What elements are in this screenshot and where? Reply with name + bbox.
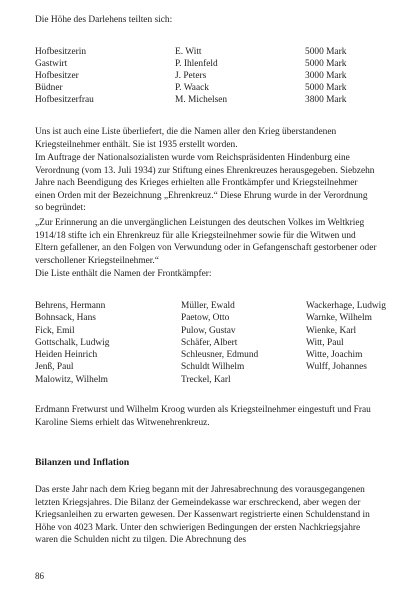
list-item: Jenß, Paul xyxy=(35,362,74,373)
lender-amount: 5000 Mark xyxy=(305,47,347,57)
paragraph-classified: Erdmann Fretwurst und Wilhelm Kroog wurden als Kriegsteilnehmer eingestuft und Frau Karoline Siems erhielt das Witwenehrenkreuz. xyxy=(35,405,371,428)
list-item: Wackerhage, Ludwig xyxy=(306,301,386,311)
paragraph-balance: Das erste Jahr nach dem Krieg begann mit der Jahresabrechnung des vorausgegangenen letzten Kriegsjahres. Die Bilanz der Gemeindekasse war erschreckend, aber wegen der Kriegsanleihen zu erwarten gewesen. Der Kassenwart registrierte einen Schuldenstand in Höhe von 4023 Mark. Unter den schwierigen Bedingungen der ersten Nachkriegsjahre waren die Schulden nicht zu tilgen. Die Abrechnung des xyxy=(35,485,370,546)
front-fighter-column xyxy=(35,300,109,386)
lender-amount: 3000 Mark xyxy=(305,71,347,82)
page-number: 86 xyxy=(35,571,44,581)
list-item: Malowitz, Wilhelm xyxy=(35,374,108,385)
lender-name: P. Ihlenfeld xyxy=(175,59,218,70)
list-item: Paetow, Otto xyxy=(181,313,230,324)
list-item: Schäfer, Albert xyxy=(181,337,238,348)
list-item: Schleusner, Edmund xyxy=(181,350,259,361)
list-item: Fick, Emil xyxy=(35,325,75,336)
front-fighter-column xyxy=(306,300,386,374)
list-item: Warnke, Wilhelm xyxy=(306,313,372,324)
list-item: Behrens, Hermann xyxy=(35,301,106,311)
list-item: Treckel, Karl xyxy=(181,374,231,385)
lender-amount: 5000 Mark xyxy=(305,59,347,70)
list-item: Bohnsack, Hans xyxy=(35,313,96,324)
list-item: Witte, Joachim xyxy=(306,350,363,361)
lender-name: M. Michelsen xyxy=(175,95,228,106)
lender-amount: 3800 Mark xyxy=(305,95,347,106)
list-item: Müller, Ewald xyxy=(181,301,235,311)
lender-amount: 5000 Mark xyxy=(305,83,347,94)
list-item: Gottschalk, Ludwig xyxy=(35,337,110,348)
front-fighter-column xyxy=(181,300,258,386)
list-item: Pulow, Gustav xyxy=(181,325,236,336)
decree-quote: „Zur Erinnerung an die unvergänglichen Leistungen des deutschen Volkes im Weltkrieg 1914/18 stifte ich ein Ehrenkreuz für alle Kriegsteilnehmer sowie für die Witwen und Eltern gefallener, an den Folgen von Verwundung oder in Gefangenschaft gestorbener oder verschollener Kriegsteilnehmer.“ xyxy=(35,218,377,266)
list-item: Schuldt Wilhelm xyxy=(181,362,245,373)
lender-role: Hofbesitzer xyxy=(35,71,79,82)
lender-role: Hofbesitzerin xyxy=(35,47,87,57)
intro-text: Die Höhe des Darlehens teilten sich: xyxy=(35,15,173,25)
list-item: Heiden Heinrich xyxy=(35,350,98,361)
list-item: Wienke, Karl xyxy=(306,325,357,336)
lender-role: Hofbesitzerfrau xyxy=(35,95,94,106)
lender-name: E. Witt xyxy=(175,47,202,57)
paragraph-veteran-list: Uns ist auch eine Liste überliefert, die die Namen aller den Krieg überstandenen Kriegsteilnehmer enthält. Sie ist 1935 erstellt worden. xyxy=(35,127,337,150)
lender-name: J. Peters xyxy=(175,71,207,82)
section-heading: Bilanzen und Inflation xyxy=(35,457,130,468)
lender-name: P. Waack xyxy=(175,83,209,94)
list-item: Witt, Paul xyxy=(306,337,344,348)
lender-role: Gastwirt xyxy=(35,59,68,70)
lender-role: Büdner xyxy=(35,83,63,94)
list-item: Wulff, Johannes xyxy=(306,362,367,373)
paragraph-decree: Im Auftrage der Nationalsozialisten wurde vom Reichspräsidenten Hindenburg eine Verordnung (vom 13. Juli 1934) zur Stiftung eines Ehrenkreuzes herausgegeben. Siebzehn Jahre nach Beendigung des Krieges erhielten alle Frontkämpfer und Kriegsteilnehmer einen Orden mit der Bezeichnung „Ehrenkreuz.“ Diese Ehrung wurde in der Verordnung so begründet: xyxy=(35,153,375,214)
list-intro: Die Liste enthält die Namen der Frontkämpfer: xyxy=(35,269,212,279)
